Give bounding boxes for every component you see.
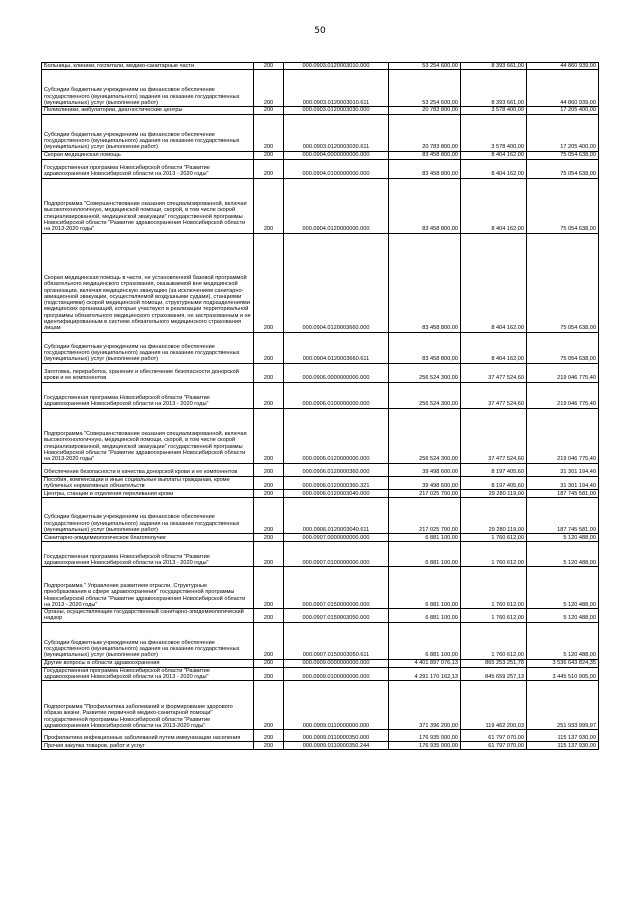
row-admin-cell: 200 (254, 70, 284, 107)
row-code-cell: 000.0909.0000000000.000 (284, 659, 389, 667)
row-admin-cell: 200 (254, 730, 284, 742)
row-name-cell: Государственная программа Новосибирской области "Развитие здравоохранения Новосибирской области на 2013 - 2020 годы" (42, 159, 254, 178)
row-plan-cell: 371 396 200,00 (389, 681, 461, 730)
row-name-cell: Профилактика инфекционных заболеваний путем иммунизации населения (42, 730, 254, 742)
row-code-cell: 000.0907.0150003050.000 (284, 609, 389, 623)
row-plan-cell: 83 458 800,00 (389, 332, 461, 363)
row-name-cell: Государственная программа Новосибирской области "Развитие здравоохранения Новосибирской области на 2013 - 2020 годы" (42, 382, 254, 408)
row-code-cell: 000.0903.0120003030.611 (284, 114, 389, 151)
row-total-cell: 5 120 488,00 (527, 609, 599, 623)
row-change-cell: 3 578 400,00 (461, 114, 527, 151)
row-change-cell: 1 760 612,00 (461, 534, 527, 542)
table-row (42, 490, 599, 498)
table-row (42, 542, 599, 567)
row-code-cell: 000.0909.0100000000.000 (284, 667, 389, 681)
table-row (42, 178, 599, 233)
row-change-cell: 1 760 612,00 (461, 622, 527, 659)
row-name-cell: Скорая медицинская помощь (42, 151, 254, 159)
row-code-cell: 000.0906.0120000360.321 (284, 476, 389, 490)
table-row (42, 114, 599, 151)
row-name-cell: Государственная программа Новосибирской области "Развитие здравоохранения Новосибирской области на 2013 - 2020 годы" (42, 542, 254, 567)
row-total-cell: 115 137 930,00 (527, 730, 599, 742)
row-name-cell: Подпрограмма "Профилактика заболеваний и формирование здорового образа жизни. Развитие первичной медико-санитарной помощи" государственной программы Новосибирской области "Развитие здравоохранения Новосибирской области на 2013-2020 годы" (42, 681, 254, 730)
row-total-cell: 75 054 638,00 (527, 233, 599, 332)
row-change-cell: 8 197 405,60 (461, 476, 527, 490)
row-name-cell: Подпрограмма " Управление развитием отрасли. Структурные преобразования в сфере здравоохранения" государственной программы Новосибирской области "Развитие здравоохранения Новосибирской области на 2013 - 2020 годы" (42, 567, 254, 609)
row-name-cell: Скорая медицинская помощь в части, не установленной базовой программой обязательного медицинского страхования, оказываемой вне медицинской организации, включая медицинскую эвакуацию (за исключением санитарно-авиационной эвакуации, осуществляемой воздушными судами), станциями (подстанциями) скорой медицинской помощи, структурными подразделениями медицинских организаций, которые участвуют в реализации территориальной программы обязательного медицинского страхования, не застрахованным и не идентифицированным в системе обязательного медицинского страхования лицам (42, 233, 254, 332)
row-change-cell: 8 197 405,60 (461, 463, 527, 476)
row-total-cell: 187 745 581,00 (527, 498, 599, 534)
row-admin-cell: 200 (254, 681, 284, 730)
row-plan-cell: 6 881 100,00 (389, 542, 461, 567)
row-admin-cell: 200 (254, 490, 284, 498)
row-admin-cell: 200 (254, 382, 284, 408)
row-name-cell: Поликлиники, амбулатории, диагностические центры (42, 107, 254, 114)
row-change-cell: 865 253 251,78 (461, 659, 527, 667)
row-code-cell: 000.0904.0000000000.000 (284, 151, 389, 159)
row-code-cell: 000.0906.0120000360.000 (284, 463, 389, 476)
row-change-cell: 845 659 257,13 (461, 667, 527, 681)
table-row (42, 498, 599, 534)
row-admin-cell: 200 (254, 534, 284, 542)
row-plan-cell: 83 458 800,00 (389, 151, 461, 159)
row-plan-cell: 217 025 700,00 (389, 490, 461, 498)
row-name-cell: Субсидии бюджетным учреждениям на финансовое обеспечение государственного (муниципального) задания на оказание государственных (муниципальных) услуг (выполнение работ) (42, 498, 254, 534)
row-total-cell: 31 301 194,40 (527, 476, 599, 490)
row-code-cell: 000.0904.0100000000.000 (284, 159, 389, 178)
row-code-cell: 000.0904.0120003660.611 (284, 332, 389, 363)
table-row (42, 159, 599, 178)
row-change-cell: 8 404 162,00 (461, 151, 527, 159)
table-row (42, 534, 599, 542)
row-admin-cell: 200 (254, 363, 284, 382)
row-admin-cell: 200 (254, 609, 284, 623)
page-number: 50 (314, 26, 326, 36)
row-admin-cell: 200 (254, 542, 284, 567)
row-total-cell: 44 860 939,00 (527, 63, 599, 70)
row-admin-cell: 200 (254, 567, 284, 609)
row-name-cell: Прочая закупка товаров, работ и услуг (42, 742, 254, 750)
table-row (42, 332, 599, 363)
table-row (42, 567, 599, 609)
row-change-cell: 37 477 524,60 (461, 408, 527, 463)
row-name-cell: Санитарно-эпидемиологическое благополучие (42, 534, 254, 542)
row-total-cell: 219 046 775,40 (527, 382, 599, 408)
row-total-cell: 75 054 638,00 (527, 159, 599, 178)
row-plan-cell: 6 881 100,00 (389, 567, 461, 609)
row-name-cell: Субсидии бюджетным учреждениям на финансовое обеспечение государственного (муниципального) задания на оказание государственных (муниципальных) услуг (выполнение работ) (42, 70, 254, 107)
row-change-cell: 29 280 119,00 (461, 498, 527, 534)
row-total-cell: 187 745 581,00 (527, 490, 599, 498)
row-plan-cell: 256 524 300,00 (389, 382, 461, 408)
row-name-cell: Субсидии бюджетным учреждениям на финансовое обеспечение государственного (муниципального) задания на оказание государственных (муниципальных) услуг (выполнение работ) (42, 622, 254, 659)
row-plan-cell: 83 458 800,00 (389, 159, 461, 178)
row-total-cell: 17 205 400,00 (527, 114, 599, 151)
row-total-cell: 3 445 510 905,00 (527, 667, 599, 681)
row-admin-cell: 200 (254, 659, 284, 667)
row-code-cell: 000.0904.0120000000.000 (284, 178, 389, 233)
row-plan-cell: 4 401 897 076,13 (389, 659, 461, 667)
table-row (42, 476, 599, 490)
row-plan-cell: 39 498 600,00 (389, 463, 461, 476)
table-row (42, 667, 599, 681)
row-code-cell: 000.0903.0120003010.611 (284, 70, 389, 107)
row-plan-cell: 6 881 100,00 (389, 622, 461, 659)
row-change-cell: 61 797 070,00 (461, 730, 527, 742)
row-change-cell: 3 578 400,00 (461, 107, 527, 114)
row-name-cell: Субсидии бюджетным учреждениям на финансовое обеспечение государственного (муниципального) задания на оказание государственных (муниципальных) услуг (выполнение работ) (42, 332, 254, 363)
row-name-cell: Государственная программа Новосибирской области "Развитие здравоохранения Новосибирской области на 2013 - 2020 годы" (42, 667, 254, 681)
row-change-cell: 61 797 070,00 (461, 742, 527, 750)
row-total-cell: 5 120 488,00 (527, 567, 599, 609)
row-total-cell: 17 205 400,00 (527, 107, 599, 114)
row-admin-cell: 200 (254, 498, 284, 534)
row-change-cell: 8 404 162,00 (461, 178, 527, 233)
row-total-cell: 3 536 643 824,35 (527, 659, 599, 667)
row-code-cell: 000.0906.0000000000.000 (284, 363, 389, 382)
table-row (42, 659, 599, 667)
row-change-cell: 37 477 524,60 (461, 363, 527, 382)
row-plan-cell: 39 498 600,00 (389, 476, 461, 490)
row-admin-cell: 200 (254, 63, 284, 70)
row-total-cell: 5 120 488,00 (527, 542, 599, 567)
row-plan-cell: 83 458 800,00 (389, 233, 461, 332)
row-plan-cell: 53 254 600,00 (389, 63, 461, 70)
row-plan-cell: 20 783 800,00 (389, 114, 461, 151)
row-change-cell: 8 393 661,00 (461, 63, 527, 70)
row-total-cell: 5 120 488,00 (527, 534, 599, 542)
row-change-cell: 1 760 612,00 (461, 542, 527, 567)
table-row (42, 742, 599, 750)
table-row (42, 730, 599, 742)
budget-table (41, 62, 599, 750)
table-row (42, 622, 599, 659)
table-row (42, 609, 599, 623)
row-plan-cell: 176 935 000,00 (389, 730, 461, 742)
row-total-cell: 75 054 638,00 (527, 151, 599, 159)
row-plan-cell: 256 524 300,00 (389, 363, 461, 382)
table-row (42, 363, 599, 382)
row-admin-cell: 200 (254, 408, 284, 463)
table-row (42, 463, 599, 476)
row-code-cell: 000.0909.0110000350.000 (284, 730, 389, 742)
table-row (42, 233, 599, 332)
row-code-cell: 000.0903.0120003030.000 (284, 107, 389, 114)
row-plan-cell: 53 254 600,00 (389, 70, 461, 107)
row-admin-cell: 200 (254, 476, 284, 490)
row-name-cell: Обеспечение безопасности и качества донорской крови и ее компонентов (42, 463, 254, 476)
row-change-cell: 8 404 162,00 (461, 332, 527, 363)
row-name-cell: Пособия, компенсации и иные социальные выплаты гражданам, кроме публичных нормативных обязательств (42, 476, 254, 490)
row-change-cell: 8 393 661,00 (461, 70, 527, 107)
row-name-cell: Субсидии бюджетным учреждениям на финансовое обеспечение государственного (муниципального) задания на оказание государственных (муниципальных) услуг (выполнение работ) (42, 114, 254, 151)
row-plan-cell: 176 935 000,00 (389, 742, 461, 750)
row-plan-cell: 20 783 800,00 (389, 107, 461, 114)
row-change-cell: 8 404 162,00 (461, 159, 527, 178)
row-change-cell: 8 404 162,00 (461, 233, 527, 332)
row-admin-cell: 200 (254, 151, 284, 159)
row-total-cell: 44 860 939,00 (527, 70, 599, 107)
row-code-cell: 000.0906.0100000000.000 (284, 382, 389, 408)
row-admin-cell: 200 (254, 114, 284, 151)
table-row (42, 63, 599, 70)
row-code-cell: 000.0907.0150003050.611 (284, 622, 389, 659)
row-plan-cell: 83 458 800,00 (389, 178, 461, 233)
row-code-cell: 000.0907.0150000000.000 (284, 567, 389, 609)
row-admin-cell: 200 (254, 742, 284, 750)
row-code-cell: 000.0906.0120000000.000 (284, 408, 389, 463)
row-change-cell: 1 760 612,00 (461, 609, 527, 623)
row-admin-cell: 200 (254, 107, 284, 114)
row-plan-cell: 256 524 300,00 (389, 408, 461, 463)
row-plan-cell: 6 881 100,00 (389, 609, 461, 623)
row-name-cell: Больницы, клиники, госпитали, медико-санитарные части (42, 63, 254, 70)
row-code-cell: 000.0906.0120003040.611 (284, 498, 389, 534)
row-total-cell: 31 301 194,40 (527, 463, 599, 476)
row-code-cell: 000.0906.0120003040.000 (284, 490, 389, 498)
row-change-cell: 119 462 200,03 (461, 681, 527, 730)
row-name-cell: Другие вопросы в области здравоохранения (42, 659, 254, 667)
row-change-cell: 29 280 119,00 (461, 490, 527, 498)
row-admin-cell: 200 (254, 332, 284, 363)
row-total-cell: 219 046 775,40 (527, 408, 599, 463)
row-admin-cell: 200 (254, 233, 284, 332)
row-admin-cell: 200 (254, 667, 284, 681)
row-name-cell: Органы, осуществляющие государственный санитарно-эпидемиологический надзор (42, 609, 254, 623)
row-code-cell: 000.0907.0000000000.000 (284, 534, 389, 542)
row-code-cell: 000.0907.0100000000.000 (284, 542, 389, 567)
row-total-cell: 115 137 930,00 (527, 742, 599, 750)
row-total-cell: 251 933 999,97 (527, 681, 599, 730)
row-plan-cell: 4 291 170 162,13 (389, 667, 461, 681)
row-name-cell: Заготовка, переработка, хранение и обеспечение безопасности донорской крови и ее компонентов (42, 363, 254, 382)
row-code-cell: 000.0909.0110000000.000 (284, 681, 389, 730)
table-row (42, 681, 599, 730)
row-change-cell: 1 760 612,00 (461, 567, 527, 609)
row-code-cell: 000.0904.0120003660.000 (284, 233, 389, 332)
row-name-cell: Подпрограмма "Совершенствование оказания специализированной, включая высокотехнологичную, медицинской помощи, скорой, в том числе скорой специализированной, медицинской эвакуации" государственной программы Новосибирской области "Развитие здравоохранения Новосибирской области на 2013-2020 годы" (42, 178, 254, 233)
table-row (42, 382, 599, 408)
row-admin-cell: 200 (254, 178, 284, 233)
row-name-cell: Центры, станции и отделения переливания крови (42, 490, 254, 498)
row-code-cell: 000.0909.0110000350.244 (284, 742, 389, 750)
table-row (42, 70, 599, 107)
row-code-cell: 000.0903.0120003010.000 (284, 63, 389, 70)
row-plan-cell: 6 881 100,00 (389, 534, 461, 542)
table-row (42, 408, 599, 463)
row-total-cell: 75 054 638,00 (527, 332, 599, 363)
row-total-cell: 5 120 488,00 (527, 622, 599, 659)
row-admin-cell: 200 (254, 463, 284, 476)
row-total-cell: 75 054 638,00 (527, 178, 599, 233)
row-name-cell: Подпрограмма "Совершенствование оказания специализированной, включая высокотехнологичную, медицинской помощи, скорой, в том числе скорой специализированной, медицинской эвакуации" государственной программы Новосибирской области "Развитие здравоохранения Новосибирской области на 2013-2020 годы" (42, 408, 254, 463)
row-total-cell: 219 046 775,40 (527, 363, 599, 382)
table-row (42, 151, 599, 159)
row-change-cell: 37 477 524,60 (461, 382, 527, 408)
table-row (42, 107, 599, 114)
row-admin-cell: 200 (254, 159, 284, 178)
row-admin-cell: 200 (254, 622, 284, 659)
row-plan-cell: 217 025 700,00 (389, 498, 461, 534)
